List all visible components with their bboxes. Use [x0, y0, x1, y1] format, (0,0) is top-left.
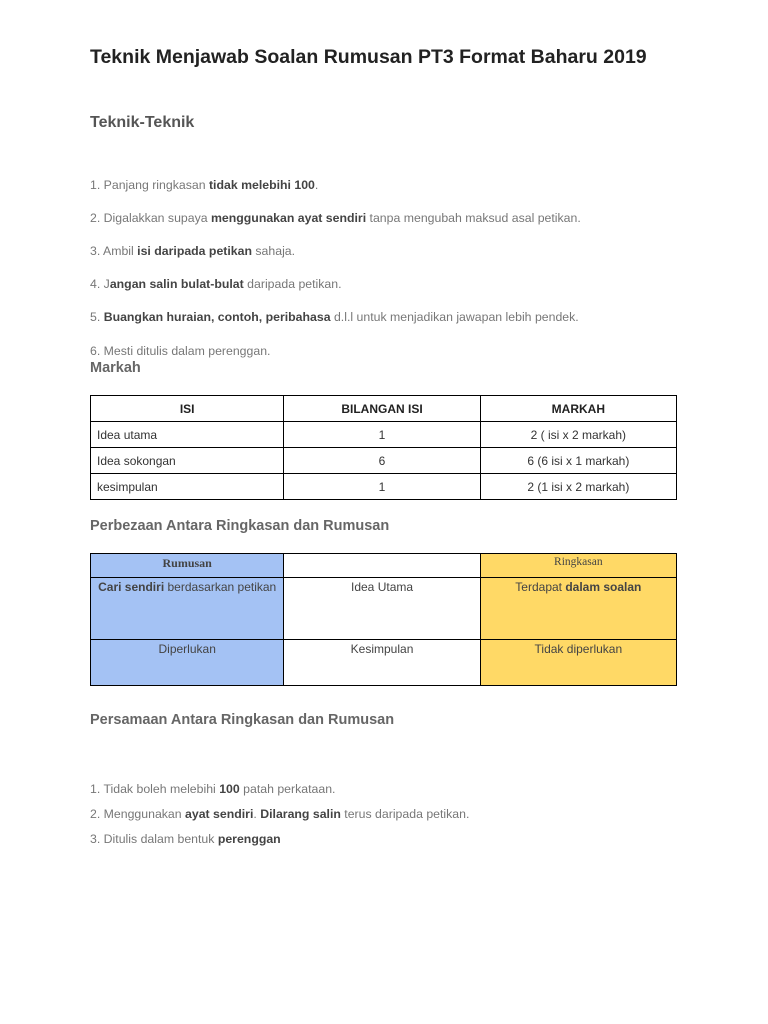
list-item: 3. Ditulis dalam bentuk perenggan	[90, 832, 281, 846]
teknik-heading: Teknik-Teknik	[90, 114, 195, 131]
page-title: Teknik Menjawab Soalan Rumusan PT3 Format Baharu 2019	[90, 46, 647, 68]
header-markah: MARKAH	[480, 396, 676, 422]
table-header-row	[91, 396, 677, 422]
header-isi: ISI	[91, 396, 284, 422]
list-item: 6. Mesti ditulis dalam perenggan.	[90, 344, 271, 358]
list-item: 1. Panjang ringkasan tidak melebihi 100.	[90, 178, 319, 192]
table-row	[91, 422, 677, 448]
header-empty	[284, 554, 480, 578]
table-header-row	[91, 554, 677, 578]
list-item: 5. Buangkan huraian, contoh, peribahasa d.l.l untuk menjadikan jawapan lebih pendek.	[90, 310, 579, 324]
list-item: 3. Ambil isi daripada petikan sahaja.	[90, 244, 296, 258]
table-cell: Diperlukan	[91, 640, 284, 686]
table-cell: Idea sokongan	[91, 448, 284, 474]
table-row	[91, 640, 677, 686]
list-item: 4. Jangan salin bulat-bulat daripada petikan.	[90, 277, 342, 291]
header-bilangan-isi: BILANGAN ISI	[284, 396, 480, 422]
perbezaan-heading: Perbezaan Antara Ringkasan dan Rumusan	[90, 518, 390, 534]
table-cell: Kesimpulan	[284, 640, 480, 686]
table-cell: Terdapat dalam soalan	[480, 578, 676, 640]
list-item: 2. Menggunakan ayat sendiri. Dilarang salin terus daripada petikan.	[90, 807, 470, 821]
markah-table	[90, 395, 677, 500]
list-item: 2. Digalakkan supaya menggunakan ayat sendiri tanpa mengubah maksud asal petikan.	[90, 211, 581, 225]
table-cell: Cari sendiri berdasarkan petikan	[91, 578, 284, 640]
list-item: 1. Tidak boleh melebihi 100 patah perkataan.	[90, 782, 336, 796]
table-cell: 6 (6 isi x 1 markah)	[480, 448, 676, 474]
table-cell: 1	[284, 422, 480, 448]
perbezaan-table	[90, 553, 677, 686]
table-cell: 2 (1 isi x 2 markah)	[480, 474, 676, 500]
table-cell: 1	[284, 474, 480, 500]
table-cell: Idea Utama	[284, 578, 480, 640]
table-cell: Idea utama	[91, 422, 284, 448]
table-cell: 6	[284, 448, 480, 474]
table-cell: kesimpulan	[91, 474, 284, 500]
table-row	[91, 474, 677, 500]
header-ringkasan: Ringkasan	[480, 554, 676, 578]
document-page	[90, 44, 678, 846]
table-row	[91, 578, 677, 640]
markah-heading: Markah	[90, 360, 141, 376]
persamaan-heading: Persamaan Antara Ringkasan dan Rumusan	[90, 712, 395, 728]
table-cell: 2 ( isi x 2 markah)	[480, 422, 676, 448]
table-row	[91, 448, 677, 474]
table-cell: Tidak diperlukan	[480, 640, 676, 686]
header-rumusan: Rumusan	[91, 554, 284, 578]
